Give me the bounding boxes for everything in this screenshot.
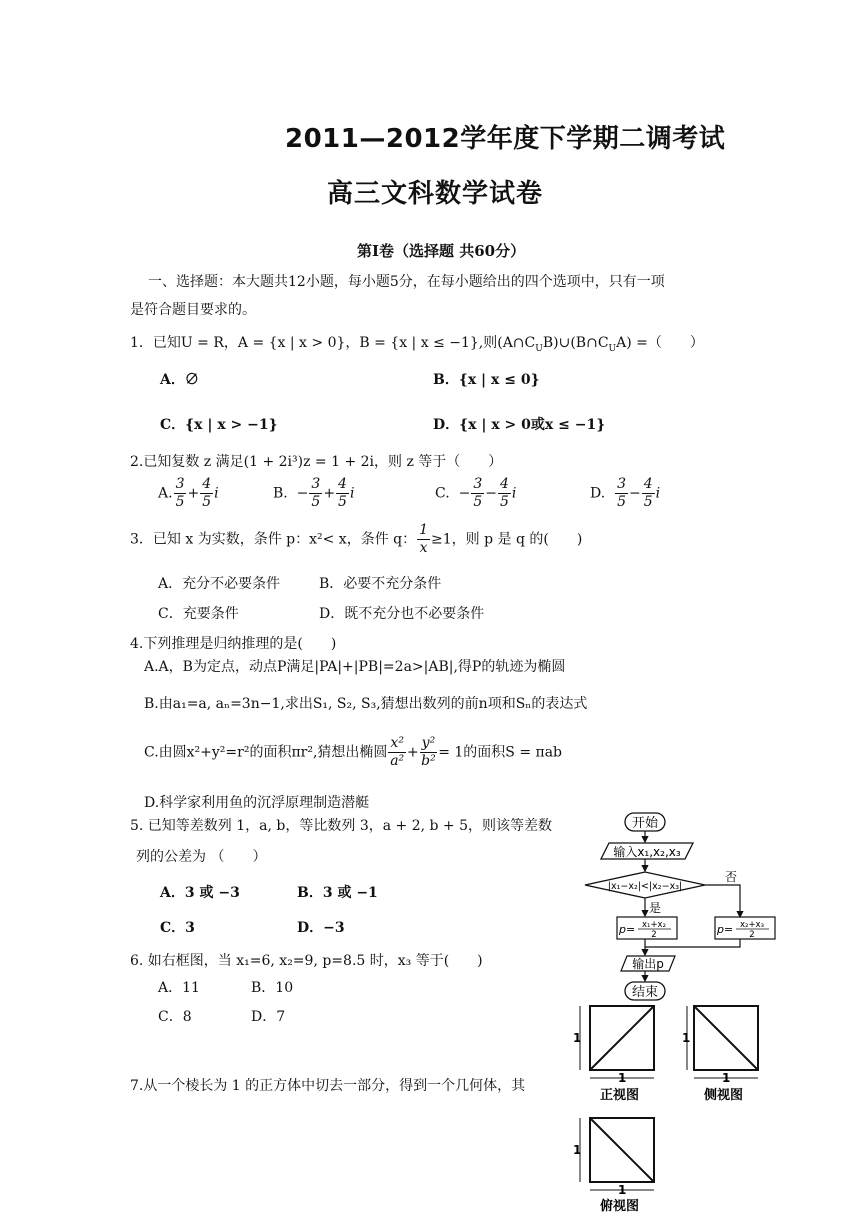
exam-title: 2011—2012学年度下学期二调考试 — [285, 124, 726, 154]
front-view — [573, 1006, 654, 1103]
q6-option-a[interactable]: A．11 — [158, 980, 200, 996]
top-view-label: 俯视图 — [600, 1199, 640, 1212]
exam-subtitle: 高三文科数学试卷 — [327, 179, 544, 209]
svg-text:x₁+x₂: x₁+x₂ — [642, 920, 666, 930]
q6-option-d[interactable]: D．7 — [251, 1009, 286, 1025]
q5-option-c[interactable]: C．3 — [160, 920, 195, 936]
flow-input-node — [601, 843, 693, 859]
q5-option-a[interactable]: A．3 或 −3 — [160, 885, 240, 901]
three-views-diagram — [570, 1000, 785, 1212]
q5-option-b[interactable]: B．3 或 −1 — [297, 885, 378, 901]
svg-text:p=: p= — [619, 923, 636, 936]
q6-option-b[interactable]: B．10 — [251, 980, 294, 996]
side-view-label: 侧视图 — [704, 1088, 744, 1103]
q1-option-c[interactable]: C．{x | x > −1} — [160, 417, 278, 433]
instructions-line-1: 一、选择题：本大题共12小题，每小题5分，在每小题给出的四个选项中，只有一项 — [148, 274, 665, 290]
flow-condition-node — [585, 872, 705, 898]
q4-option-b[interactable]: B.由a₁=a, aₙ=3n−1,求出S₁, S₂, S₃,猜想出数列的前n项和Sₙ的表达式 — [144, 696, 588, 712]
flow-end-node — [625, 982, 665, 1000]
question-2-stem: 2.已知复数 z 满足(1 + 2i³)z = 1 + 2i，则 z 等于（ ） — [130, 454, 503, 470]
svg-text:|x₁−x₂|<|x₂−x₃|: |x₁−x₂|<|x₂−x₃| — [607, 881, 683, 892]
svg-text:2: 2 — [651, 930, 657, 940]
top-view — [573, 1118, 654, 1212]
svg-text:1: 1 — [573, 1031, 582, 1045]
q2-option-b[interactable]: B. − $\frac{3}{5}$ + $\frac{4}{5}$ i — [273, 476, 355, 510]
svg-text:1: 1 — [722, 1071, 731, 1085]
svg-text:1: 1 — [573, 1143, 582, 1157]
q1-option-b[interactable]: B．{x | x ≤ 0} — [433, 372, 540, 388]
side-view — [682, 1006, 758, 1103]
question-3-stem: 3．已知 x 为实数，条件 p：x²< x，条件 q： $\frac{1}{x}$ ≥1，则 p 是 q 的( ) — [130, 522, 583, 556]
flow-merge-line — [645, 939, 740, 947]
q1-option-d[interactable]: D．{x | x > 0或x ≤ −1} — [433, 417, 606, 433]
svg-text:p=: p= — [717, 923, 734, 936]
q1-option-a[interactable]: A．∅ — [160, 372, 199, 388]
svg-text:1: 1 — [618, 1071, 627, 1085]
question-4-stem: 4.下列推理是归纳推理的是( ) — [130, 636, 337, 652]
flow-output-node — [621, 956, 675, 971]
flow-start-node — [625, 813, 665, 831]
front-view-label: 正视图 — [600, 1088, 640, 1103]
svg-text:2: 2 — [749, 930, 755, 940]
svg-text:开始: 开始 — [631, 816, 659, 831]
q2-option-c[interactable]: C. − $\frac{3}{5}$ − $\frac{4}{5}$ i — [435, 476, 517, 510]
q4-option-a[interactable]: A.A，B为定点，动点P满足|PA|+|PB|=2a>|AB|,得P的轨迹为椭圆 — [144, 659, 566, 675]
question-1-stem: 1．已知U = R，A = {x | x > 0}，B = {x | x ≤ −1},则$(A\cap C_UB)\cup(B\cap C_UA)$ =（ ） — [130, 335, 704, 354]
svg-text:结束: 结束 — [631, 985, 659, 1000]
q3-option-c[interactable]: C．充要条件 — [158, 606, 239, 622]
question-7-stem: 7.从一个棱长为 1 的正方体中切去一部分，得到一个几何体，其 — [130, 1078, 526, 1094]
q3-option-b[interactable]: B．必要不充分条件 — [319, 576, 442, 592]
question-6-stem: 6. 如右框图，当 x₁=6, x₂=9, p=8.5 时，x₃ 等于( ) — [130, 953, 483, 969]
question-5-stem-1: 5. 已知等差数列 1，a, b，等比数列 3，a + 2, b + 5，则该等差数 — [130, 818, 553, 834]
svg-text:1: 1 — [682, 1031, 691, 1045]
flow-no-label: 否 — [725, 870, 738, 884]
q4-option-d[interactable]: D.科学家利用鱼的沉浮原理制造潜艇 — [144, 795, 370, 811]
q3-option-d[interactable]: D．既不充分也不必要条件 — [319, 606, 485, 622]
section-heading: 第Ⅰ卷（选择题 共60分） — [357, 242, 526, 260]
q2-option-d[interactable]: D. $\frac{3}{5}$ − $\frac{4}{5}$ i — [590, 476, 661, 510]
q6-option-c[interactable]: C．8 — [158, 1009, 192, 1025]
q4-option-c[interactable]: C.由圆x²+y²=r²的面积πr²,猜想出椭圆 $\frac{\text{x²}}{\text{a²}}$ + $\frac{\text{y²}}{\text{b²}}$ = 1的面积S = πab — [144, 735, 563, 769]
svg-text:x₂+x₃: x₂+x₃ — [740, 920, 764, 930]
svg-text:1: 1 — [618, 1183, 627, 1197]
q2-option-a[interactable]: A. $\frac{3}{5}$ + $\frac{4}{5}$ i — [158, 476, 219, 510]
q5-option-d[interactable]: D．−3 — [297, 920, 345, 936]
flow-arrow-no — [705, 885, 740, 917]
svg-text:输出p: 输出p — [632, 957, 664, 971]
svg-text:输入x₁,x₂,x₃: 输入x₁,x₂,x₃ — [613, 845, 681, 859]
flow-yes-label: 是 — [649, 901, 662, 915]
question-5-stem-2: 列的公差为 （ ） — [136, 849, 267, 865]
flow-right-assign-node — [715, 917, 775, 940]
instructions-line-2: 是符合题目要求的。 — [130, 302, 256, 318]
q3-option-a[interactable]: A．充分不必要条件 — [158, 576, 281, 592]
flow-left-assign-node — [617, 917, 677, 940]
flowchart-diagram — [575, 805, 790, 1005]
